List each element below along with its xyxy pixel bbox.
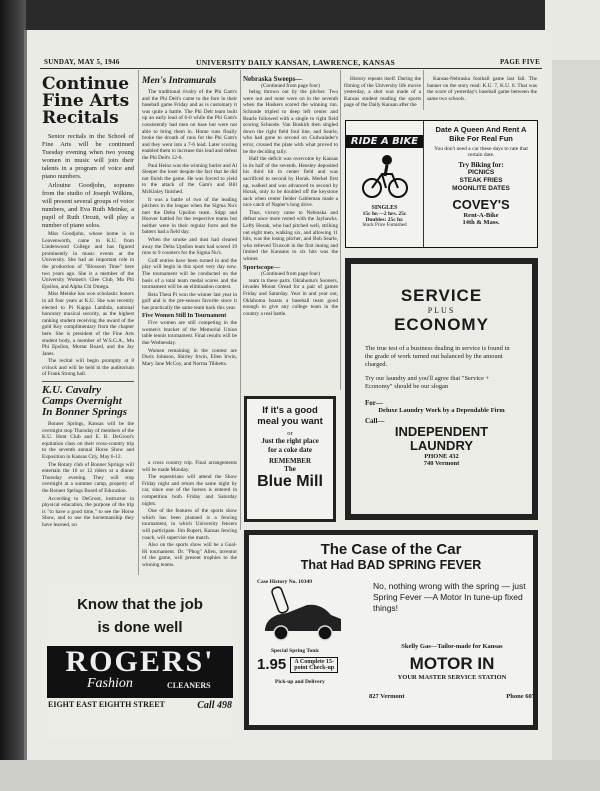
middle-p4: Also on the sports show will be a Goal-Hi tournament. Dr. "Phog" Allen, inventor of the game, will present trophies to the winning teams.: [142, 542, 237, 568]
intramurals-headline: Men's Intramurals: [142, 76, 217, 86]
meal-the: The: [284, 465, 296, 473]
motor-title1: The Case of the Car: [320, 541, 462, 558]
sweeps-p2: Half the deficit was overcome by Kansas in its half of the seventh. Hensley deposited his third hit in center field and was sacrificed to second by Horak. Merkel first up, walked and was advanced to second by Horak, only to be doubled off the keystone sack when center fielder Gableman made a nice catch of Napier's long drive.: [243, 156, 338, 209]
meal-name: Blue Mill: [257, 473, 323, 490]
intramurals-p4: When the smoke and dust had cleared away the Delta Upsilon team had scored 19 runs to 9 counters for the Sigma Nu's.: [142, 237, 237, 257]
sportscope-cont: (Continued from page four): [261, 271, 320, 278]
history-column: [344, 76, 421, 116]
bike-try: Try Biking for:: [458, 161, 504, 169]
cavalry-p3: According to DeGroot, instructor in physical education, the purpose of the trip is "to have a good time," to see the Horse Show, and to use the horsemanship they have learned, on: [42, 495, 134, 528]
column-rule: [138, 70, 139, 575]
bike-singles: SINGLES: [371, 205, 398, 211]
meal-line2: meal you want: [257, 416, 323, 427]
bike-list-1: PICNICS: [467, 169, 495, 176]
middle-p3: One of the features of the sports show which has been planned is a fencing tournament, in which University fencers will participate. Jim Rupert, Kansas fencing coach, will supervise the match.: [142, 508, 237, 541]
bike-price1: 15c hr.—2 hrs. 25c: [362, 211, 407, 217]
column-rule: [423, 70, 424, 110]
motor-tonic: Special Spring Tonic: [271, 648, 320, 654]
recitals-p4: Miss Meinke has won scholastic honors in all four years at K.U. She was recently elected to Pi Kappa Lambda, national honorary musical sorority, as the highest ranking student receiving the award of the gold Key complimentary from the chapter here. She is president of the Fine Arts student body, a member of W.S.G.A., Mu Phi Epsilon, Mortar Board, and the Jay Janes.: [42, 291, 134, 357]
binder-edge: [0, 0, 26, 791]
laundry-plus: PLUS: [427, 306, 456, 315]
recitals-p3: Miss Goodjohn, whose home is in Leavenworth, came to K.U. from Lindenwood College and has figured prominently in music events at the University. She had an important role in the production of "Blossom Time" here two years ago. She is a member of the University Women's Glee Club, Mu Phi Epsilon, and Alpha Chi Omega.: [42, 231, 134, 290]
rogers-address: EIGHT EAST EIGHTH STREET: [48, 700, 165, 709]
laundry-title1: SERVICE: [400, 286, 483, 305]
sweeps-headline: Nebraska Sweeps—: [243, 75, 303, 83]
motor-check: A Complete 15-point Check-up: [290, 657, 338, 673]
bike-list-3: MOONLITE DATES: [452, 185, 510, 192]
bike-ad: [345, 120, 538, 248]
meal-remember: REMEMBER: [269, 457, 311, 465]
bike-list-2: STEAK FRIES: [459, 177, 503, 184]
bike-brand: COVEY'S: [452, 197, 510, 212]
rogers-cleaners: CLEANERS: [167, 681, 211, 690]
header-date: SUNDAY, MAY 5, 1946: [44, 58, 120, 66]
car-icon: [257, 585, 347, 643]
motor-brand: MOTOR IN: [409, 654, 495, 673]
motor-title2: That Had BAD SPRING FEVER: [300, 558, 482, 572]
intramurals-p5: Golf entries have been turned in and the play will begin in this sport very day now. The tournament will be conducted on the basis of a total team medal scores and the tournament will be an elimination contest.: [142, 257, 237, 291]
meal-line3: Just the right place for a coke date: [261, 437, 319, 454]
intramurals-p7: Five women are still competing in the women's bracket of the Memorial Union table tennis tournament. Final results will be due Wednesday.: [142, 320, 237, 346]
laundry-title2: ECONOMY: [394, 315, 489, 334]
header-page: PAGE FIVE: [500, 58, 541, 66]
rogers-ad: [42, 582, 238, 740]
header-rule: [40, 68, 542, 69]
laundry-body2: Try our laundry and you'll agree that "Service + Economy" should be our slogan: [365, 375, 490, 390]
bike-tagline: Date A Queen And Rent A Bike For Real Fun: [435, 125, 527, 143]
motor-p1: No, nothing wrong with the spring — just Spring Fever —A Motor In tune-up fixed things!: [373, 581, 526, 613]
rogers-line2: is done well: [97, 619, 183, 636]
blue-mill-ad: [244, 396, 336, 522]
middle-p2: The equestrians will attend the Show Friday night and return the same night by car, since one of the horses is entered in competition both Friday and Saturday nights.: [142, 474, 237, 507]
column-1: [42, 76, 134, 572]
sweeps-p3: Thus, victory came to Nebraska and defeat once more rested with the Jayhawks. Lefty Horak, who had pitched well, striking out eight men, walking six, and allowing 11 hits, was the losing pitcher, and Bob Searle, who relieved Truscott in the first inning and limited the Kansans to six hits was the winner.: [243, 209, 338, 263]
column-rule: [340, 70, 341, 390]
recitals-p5: The recital will begin promptly at 8 o'clock and will be held in the auditorium of Frank Strong hall.: [42, 358, 134, 378]
header-paper: UNIVERSITY DAILY KANSAN, LAWRENCE, KANSAS: [196, 58, 396, 67]
laundry-phone: PHONE 432: [424, 453, 459, 460]
laundry-name2: LAUNDRY: [409, 438, 474, 453]
meal-line1: If it's a good: [262, 405, 318, 416]
bike-note: Stock Price Furnished: [362, 223, 407, 228]
column-rule: [240, 70, 241, 530]
cavalry-p1: Bonner Springs, Kansas will be the overnight stop Thursday of members of the K.U. Hunt Club and E. B. DeGroot's equitation class on their cross-country trip to the seventh annual Horse Show and Exposition in Kansas City, May 6-12.: [42, 421, 134, 461]
bike-text: You don't need a car these days to rate that certain date.: [434, 146, 528, 158]
intramurals-p3: It was a battle of two of the leading pitchers in the league when the Sigma Nu's met the Delta Upsilon team. Stipp and Hoover battled for the respective teams but neither were in their regular form and the batters had a field day.: [142, 196, 237, 236]
kn-column: [427, 76, 537, 116]
sweeps-p1: being thrown out by the pitcher. Two were out and none were on in the seventh when the Huskers scored the winning run. Schnode tripled to deep left center and Bearle followed with a single to right field scoring Schnode. Van Buskirk then singled down the right field foul line, and Searle, who had gone to second on Cudwalader's error, crossed the plate with what proved to be the deciding tally.: [243, 89, 338, 155]
rogers-brand: ROGERS': [65, 645, 215, 678]
motor-case: Case History No. 10349: [257, 579, 312, 585]
sweeps-p4: team in these parts. Oklahoma's Sooners, invades Mount Oread for a pair of games Friday and Saturday. Year in and year out, Oklahoma boasts a baseball team good enough to give any college team in the country a real battle.: [243, 277, 338, 317]
sweeps-cont: (Continued from page four): [261, 82, 320, 89]
laundry-name1: INDEPENDENT: [394, 424, 489, 439]
recitals-headline: Continue Fine Arts Recitals: [42, 74, 130, 128]
laundry-for: For—: [365, 399, 383, 407]
middle-continuation: [142, 460, 237, 568]
bike-title: RIDE A BIKE: [346, 135, 423, 148]
recitals-p1: Senior recitals in the School of Fine Arts will be continued Tuesday evening when two young women in music will join their talents in a program of voice and piano numbers.: [42, 133, 134, 180]
motor-in-ad: [244, 530, 538, 730]
rogers-call: Call 498: [197, 700, 232, 711]
motor-pickup: Pick-up and Delivery: [275, 679, 325, 685]
column-3: [243, 76, 338, 392]
laundry-addr: 740 Vermont: [423, 460, 460, 467]
motor-price: 1.95: [257, 656, 287, 673]
page-corner: [545, 0, 600, 60]
motor-addr: 827 Vermont: [369, 693, 405, 700]
intramurals-p6: Beta Theta Pi won the winner last year in golf and is the pre-season favorite since it has practically the same team back this year.: [142, 291, 237, 311]
middle-p1: a cross country trip. Final arrangements will be made Monday.: [142, 460, 237, 473]
history-p1: History repeats itself. During the filming of the University life movie yesterday, a shot was made of a Kansas student reading the sports page of the Daily Kansan after the: [344, 76, 421, 109]
motor-phone: Phone 607: [506, 693, 535, 700]
cavalry-p2: The Rotary club of Bonner Springs will entertain the 16 or 12 riders at a dinner Thursday evening. They will stop overnight at a summer camp, property of the Bonner Springs Board of Education.: [42, 461, 134, 494]
intramurals-subhead: Five Women Still In Tournament: [142, 312, 227, 319]
intramurals-p1: The traditional rivalry of the Phi Gam's and the Phi Delt's came to the fore in their baseball game Friday and as is customary it was quite a battle. The Phi Delt team built up an early lead of 6-0 while the Phi Gam's consistently had men on base but were not able to bring them in. Home runs finally broke the drouth of runs for the Phi Gam's and they went into a 7-6 lead. Later scoring enabled them to increase this lead and defeat the Phi Delt's 12-6.: [142, 89, 237, 161]
bicycle-rider-icon: [360, 152, 410, 200]
laundry-body: The true test of a business dealing in service is found in the grade of work turned out balanced by the amount charged.: [365, 345, 510, 368]
intramurals-p2: Paul Heinz was the winning hurler and Al Sleeper the loser despite the fact that he did not finish the game. He was forced to yield to the attack of the Gam's and Bill McKinley finished.: [142, 162, 237, 195]
laundry-deluxe: Deluxe Laundry Work by a Dependable Firm: [378, 407, 505, 414]
motor-station: YOUR MASTER SERVICE STATION: [397, 674, 507, 681]
laundry-call: Call—: [365, 417, 385, 425]
intramurals-p8: Women remaining in the contest are Doris Johnson, Shirley Irwin, Ellen Irwin, Mary Jane McCoy, and Norma Tibbetts.: [142, 347, 237, 367]
kn-p1: Kansas-Nebraska football game last fall. The banner on the story read: K.U. 7, K.U. 6. That was the score of yesterday's baseball game between the same two schools.: [427, 76, 537, 102]
cavalry-headline: K.U. Cavalry Camps Overnight In Bonner Springs: [42, 384, 127, 419]
laundry-ad: [345, 258, 538, 520]
underlying-page: [550, 40, 600, 760]
meal-or: or: [287, 430, 293, 437]
motor-skelly: Skelly Gas—Tailor-made for Kansas: [401, 643, 503, 650]
scan-bottom: [0, 760, 600, 791]
bike-addr: 14th & Mass.: [462, 219, 500, 226]
rogers-script: Fashion: [87, 676, 133, 691]
recitals-p2: Arlouine Goodjohn, soprano from the studio of Joseph Wilkins, will present several groups of voice numbers, and Eva Ruth Meinke, a pupil of Ruth Orcutt, will play a number of piano solos.: [42, 182, 134, 229]
bike-price2: Doubles: 25c hr.: [365, 217, 404, 223]
rogers-line1: Know that the job: [77, 596, 203, 613]
bike-sub: Rent-A-Bike: [463, 212, 499, 219]
sportscope-headline: Sportscope—: [243, 263, 281, 271]
